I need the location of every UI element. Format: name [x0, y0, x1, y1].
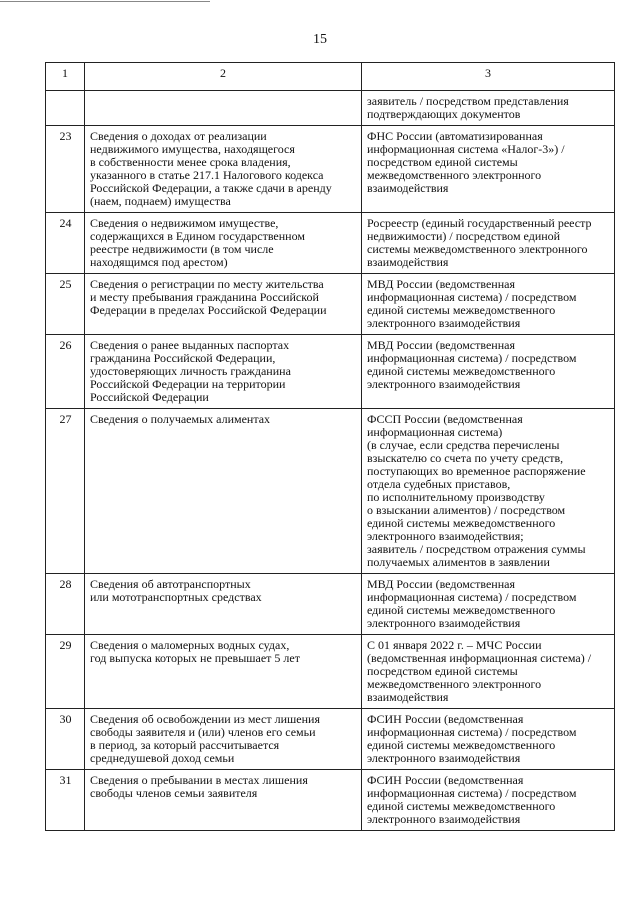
source-line: МВД России (ведомственная [367, 277, 515, 291]
source-line: электронного взаимодействия [367, 751, 521, 765]
source-cell [362, 635, 615, 709]
source-cell [362, 770, 615, 831]
source-line: информационная система «Налог-3») / [367, 142, 565, 156]
info-line: (наем, поднаем) имущества [90, 194, 231, 208]
info-line: Сведения о пребывании в местах лишения [90, 773, 308, 787]
table-row [46, 770, 615, 831]
info-line: свободы заявителя и (или) членов его семьи [90, 725, 316, 739]
table-row [46, 126, 615, 213]
source-line: Росреестр (единый государственный реестр [367, 216, 592, 230]
source-line: единой системы межведомственного [367, 303, 556, 317]
source-line: информационная система) / посредством [367, 786, 577, 800]
info-line: Сведения о ранее выданных паспортах [90, 338, 290, 352]
table-header-row [46, 63, 615, 91]
info-cell [85, 409, 362, 574]
row-number: 23 [46, 126, 85, 213]
source-line: информационная система) / посредством [367, 590, 577, 604]
info-line: среднедушевой доход семьи [90, 751, 235, 765]
source-line: отдела судебных приставов, [367, 477, 511, 491]
source-line: (в случае, если средства перечислены [367, 438, 560, 452]
page-number: 15 [313, 32, 327, 47]
source-cell [362, 91, 615, 126]
source-line: электронного взаимодействия [367, 616, 521, 630]
source-line: единой системы межведомственного [367, 364, 556, 378]
source-line: единой системы межведомственного [367, 799, 556, 813]
info-line: Сведения о маломерных водных судах, [90, 638, 290, 652]
source-line: электронного взаимодействия [367, 812, 521, 826]
data-table [45, 62, 615, 831]
table-row [46, 91, 615, 126]
source-line: межведомственного электронного [367, 168, 542, 182]
info-cell [85, 335, 362, 409]
table-body [46, 91, 615, 831]
source-line: посредством единой системы [367, 664, 518, 678]
row-number: 28 [46, 574, 85, 635]
source-line: получаемых алиментов в заявлении [367, 555, 550, 569]
source-line: заявитель / посредством представления [367, 94, 569, 108]
source-cell [362, 709, 615, 770]
table-row [46, 709, 615, 770]
source-line: единой системы межведомственного [367, 603, 556, 617]
source-line: заявитель / посредством отражения суммы [367, 542, 586, 556]
info-line: Российской Федерации на территории [90, 377, 286, 391]
info-line: Российской Федерации [90, 390, 209, 404]
source-line: С 01 января 2022 г. – МЧС России [367, 638, 542, 652]
info-line: свободы членов семьи заявителя [90, 786, 258, 800]
info-line: Сведения о недвижимом имуществе, [90, 216, 279, 230]
table-row [46, 409, 615, 574]
source-cell [362, 335, 615, 409]
info-line: Российской Федерации, а также сдачи в аренду [90, 181, 332, 195]
info-line: находящимся под арестом) [90, 255, 228, 269]
info-line: реестре недвижимости (в том числе [90, 242, 274, 256]
info-line: в период, за который рассчитывается [90, 738, 280, 752]
info-line: Сведения о регистрации по месту жительства [90, 277, 324, 291]
source-line: поступающих во временное распоряжение [367, 464, 586, 478]
info-cell [85, 709, 362, 770]
source-line: системы межведомственного электронного [367, 242, 588, 256]
info-cell [85, 126, 362, 213]
row-number: 24 [46, 213, 85, 274]
source-line: (ведомственная информационная система) / [367, 651, 592, 665]
top-rule [0, 1, 210, 2]
source-line: информационная система) [367, 425, 503, 439]
source-cell [362, 409, 615, 574]
info-line: содержащихся в Едином государственном [90, 229, 305, 243]
info-line: удостоверяющих личность гражданина [90, 364, 291, 378]
info-line: Федерации в пределах Российской Федерации [90, 303, 327, 317]
source-line: взаимодействия [367, 255, 449, 269]
info-cell [85, 213, 362, 274]
source-cell [362, 126, 615, 213]
source-line: взаимодействия [367, 690, 449, 704]
source-line: информационная система) / посредством [367, 725, 577, 739]
row-number: 27 [46, 409, 85, 574]
info-line: указанного в статье 217.1 Налогового кодекса [90, 168, 324, 182]
info-line: Сведения об автотранспортных [90, 577, 251, 591]
source-cell [362, 574, 615, 635]
info-line: Сведения об освобождении из мест лишения [90, 712, 320, 726]
info-cell [85, 770, 362, 831]
source-line: электронного взаимодействия; [367, 529, 524, 543]
source-line: электронного взаимодействия [367, 377, 521, 391]
row-number: 30 [46, 709, 85, 770]
row-number: 29 [46, 635, 85, 709]
source-line: посредством единой системы [367, 155, 518, 169]
info-line: недвижимого имущества, находящегося [90, 142, 295, 156]
source-line: МВД России (ведомственная [367, 577, 515, 591]
row-number [46, 91, 85, 126]
info-line: гражданина Российской Федерации, [90, 351, 276, 365]
source-line: взаимодействия [367, 181, 449, 195]
source-line: ФСИН России (ведомственная [367, 712, 524, 726]
info-cell [85, 635, 362, 709]
row-number: 26 [46, 335, 85, 409]
source-line: единой системы межведомственного [367, 516, 556, 530]
table-row [46, 335, 615, 409]
info-line: год выпуска которых не превышает 5 лет [90, 651, 300, 665]
source-line: электронного взаимодействия [367, 316, 521, 330]
source-line: недвижимости) / посредством единой [367, 229, 561, 243]
source-line: ФССП России (ведомственная [367, 412, 523, 426]
source-line: межведомственного электронного [367, 677, 542, 691]
source-cell [362, 274, 615, 335]
table-row [46, 574, 615, 635]
column-header-number: 1 [46, 63, 85, 91]
source-line: ФНС России (автоматизированная [367, 129, 543, 143]
info-line: или мототранспортных средствах [90, 590, 262, 604]
table-row [46, 274, 615, 335]
source-cell [362, 213, 615, 274]
source-line: ФСИН России (ведомственная [367, 773, 524, 787]
source-line: по исполнительному производству [367, 490, 545, 504]
source-line: о взыскании алиментов) / посредством [367, 503, 566, 517]
source-line: взыскателю со счета по учету средств, [367, 451, 564, 465]
info-line: и месту пребывания гражданина Российской [90, 290, 319, 304]
info-cell [85, 274, 362, 335]
source-line: МВД России (ведомственная [367, 338, 515, 352]
column-header-source: 3 [362, 63, 615, 91]
source-line: подтверждающих документов [367, 107, 521, 121]
info-line: Сведения о получаемых алиментах [90, 412, 271, 426]
row-number: 25 [46, 274, 85, 335]
info-cell [85, 91, 362, 126]
table-row [46, 213, 615, 274]
table-row [46, 635, 615, 709]
info-line: Сведения о доходах от реализации [90, 129, 267, 143]
column-header-info: 2 [85, 63, 362, 91]
info-line: в собственности менее срока владения, [90, 155, 291, 169]
info-cell [85, 574, 362, 635]
source-line: информационная система) / посредством [367, 290, 577, 304]
source-line: информационная система) / посредством [367, 351, 577, 365]
row-number: 31 [46, 770, 85, 831]
source-line: единой системы межведомственного [367, 738, 556, 752]
